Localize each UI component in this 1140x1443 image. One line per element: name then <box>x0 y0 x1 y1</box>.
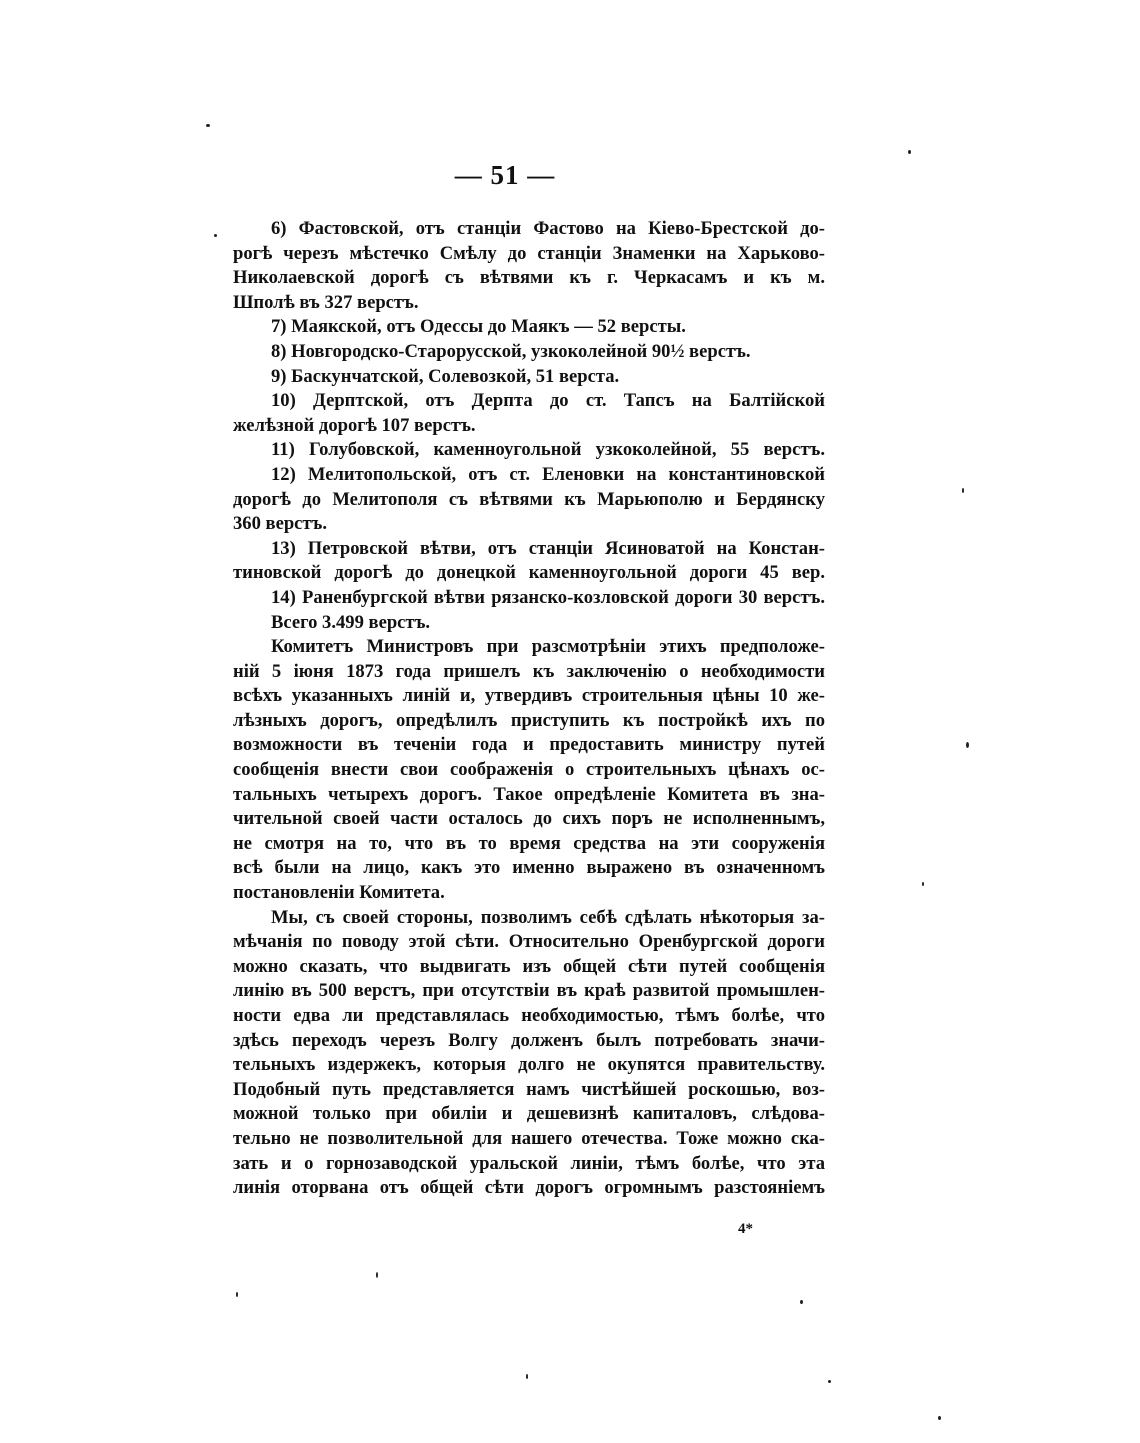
text-line: не смотря на то, что въ то время средства на эти сооруженія <box>233 832 825 854</box>
text-line: Шполѣ въ 327 верстъ. <box>233 291 419 313</box>
text-line: здѣсь переходъ черезъ Волгу долженъ былъ потребовать значи- <box>233 1029 825 1051</box>
text-line: 8) Новгородско-Старорусской, узкоколейной 90½ верстъ. <box>271 340 751 362</box>
page-number: — 51 — <box>454 160 556 190</box>
text-line: 12) Мелитопольской, отъ ст. Еленовки на константиновской <box>271 463 825 485</box>
text-line: желѣзной дорогѣ 107 верстъ. <box>233 414 476 436</box>
text-line: лѣзныхъ дорогъ, опредѣлилъ приступить къ постройкѣ ихъ по <box>233 709 825 731</box>
text-line: 7) Маякской, отъ Одессы до Маякъ — 52 версты. <box>271 316 686 338</box>
scan-speck <box>962 488 964 493</box>
text-line: ній 5 іюня 1873 года пришелъ къ заключенію о необходимости <box>233 660 825 682</box>
text-line: тиновской дорогѣ до донецкой каменноугольной дороги 45 вер. <box>233 562 825 584</box>
text-line: 9) Баскунчатской, Солевозкой, 51 верста. <box>271 365 620 387</box>
text-line: ности едва ли представлялась необходимостью, тѣмъ болѣе, что <box>233 1005 825 1026</box>
text-line: тельно не позволительной для нашего отечества. Тоже можно ска- <box>233 1127 825 1149</box>
text-line: 10) Дерптской, отъ Дерпта до ст. Тапсъ на Балтійской <box>271 390 825 412</box>
signature-mark: 4* <box>738 1221 753 1237</box>
text-line: мѣчанія по поводу этой сѣти. Относительно Оренбургской дороги <box>233 931 825 953</box>
body-text <box>233 217 825 1201</box>
text-line: 6) Фастовской, отъ станціи Фастово на Кіево-Брестской до- <box>271 218 825 239</box>
text-line: 13) Петровской вѣтви, отъ станціи Ясиноватой на Констан- <box>271 537 825 559</box>
text-line: рогѣ черезъ мѣстечко Смѣлу до станціи Знаменки на Харьково- <box>233 242 825 264</box>
text-line: Комитетъ Министровъ при разсмотрѣніи этихъ предположе- <box>271 636 825 658</box>
text-line: 11) Голубовской, каменноугольной узкоколейной, 55 верстъ. <box>271 439 825 461</box>
scan-speck <box>908 150 911 154</box>
scan-speck <box>966 742 969 748</box>
text-line: линію въ 500 верстъ, при отсутствіи въ краѣ развитой промышлен- <box>233 980 825 1002</box>
text-line: всѣ были на лицо, какъ это именно выражено въ означенномъ <box>233 857 825 879</box>
scan-speck <box>938 1416 941 1420</box>
scan-speck <box>828 1380 831 1383</box>
text-line: сообщенія внести свои соображенія о строительныхъ цѣнахъ ос- <box>233 759 825 781</box>
text-line: 14) Раненбургской вѣтви рязанско-козловской дороги 30 верстъ. <box>271 586 825 608</box>
scan-speck <box>526 1374 528 1379</box>
text-line: тальныхъ четырехъ дорогъ. Такое опредѣленіе Комитета въ зна- <box>233 783 825 805</box>
scan-speck <box>236 1292 238 1297</box>
text-line: зать и о горнозаводской уральской линіи, тѣмъ болѣе, что эта <box>233 1152 825 1174</box>
scan-speck <box>206 124 210 127</box>
text-line: Подобный путь представляется намъ чистѣйшей роскошью, воз- <box>233 1078 825 1100</box>
text-line: можно сказать, что выдвигать изъ общей сѣти путей сообщенія <box>233 955 825 977</box>
text-line: 360 верстъ. <box>233 513 328 535</box>
text-line: чительной своей части осталось до сихъ поръ не исполненнымъ, <box>233 808 825 830</box>
scan-speck <box>376 1272 378 1278</box>
scan-speck <box>214 234 217 237</box>
text-line: возможности въ теченіи года и предоставить министру путей <box>233 734 825 756</box>
text-line: постановленіи Комитета. <box>233 882 445 904</box>
text-line: Мы, съ своей стороны, позволимъ себѣ сдѣлать нѣкоторыя за- <box>271 906 825 928</box>
scan-speck <box>800 1300 803 1304</box>
text-line: Всего 3.499 верстъ. <box>271 611 431 633</box>
text-line: тельныхъ издержекъ, которыя долго не окупятся правительству. <box>233 1054 825 1076</box>
scan-speck <box>922 882 924 886</box>
text-line: дорогѣ до Мелитополя съ вѣтвями къ Марьюполю и Бердянску <box>233 488 825 510</box>
text-line: можной только при обиліи и дешевизнѣ капиталовъ, слѣдова- <box>233 1103 825 1125</box>
text-line: всѣхъ указанныхъ линій и, утвердивъ строительныя цѣны 10 же- <box>233 685 825 707</box>
text-line: линія оторвана отъ общей сѣти дорогъ огромнымъ разстояніемъ <box>233 1177 825 1199</box>
text-line: Николаевской дорогѣ съ вѣтвями къ г. Черкасамъ и къ м. <box>233 267 825 289</box>
